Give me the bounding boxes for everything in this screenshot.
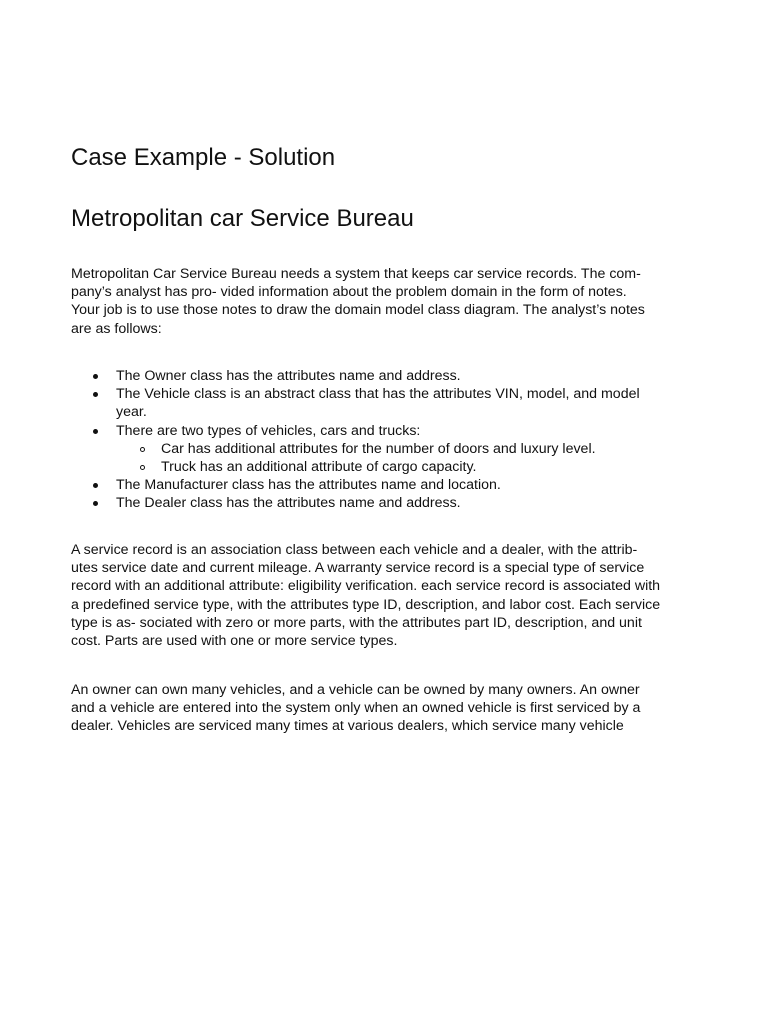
bullet-dot-icon — [93, 429, 98, 434]
list-item-text: The Dealer class has the attributes name and address. — [116, 495, 461, 512]
bullet-dot-icon — [93, 392, 98, 397]
paragraph-line: A service record is an association class between each vehicle and a dealer, with the attrib- — [71, 542, 638, 558]
hollow-bullet-icon — [140, 465, 145, 470]
sub-list-item — [71, 458, 697, 476]
page-subtitle: Metropolitan car Service Bureau — [71, 205, 414, 232]
bullet-dot-icon — [93, 501, 98, 506]
list-item — [71, 385, 697, 421]
sub-list-item-text: Truck has an additional attribute of cargo capacity. — [161, 459, 477, 476]
bullet-dot-icon — [93, 483, 98, 488]
paragraph-line: are as follows: — [71, 320, 162, 337]
paragraph-line: a predefined service type, with the attributes type ID, description, and labor cost. Each service — [71, 596, 661, 613]
page-title: Case Example - Solution — [71, 144, 336, 171]
sub-list-item — [71, 440, 697, 458]
list-item — [71, 422, 697, 440]
list-item — [71, 367, 697, 385]
list-item-text: The Vehicle class is an abstract class that has the attributes VIN, model, and model — [116, 386, 640, 403]
paragraph-line: type is as- sociated with zero or more parts, with the attributes part ID, description, and unit — [71, 614, 642, 631]
list-item — [71, 494, 697, 512]
list-item-text: The Manufacturer class has the attributes name and location. — [116, 477, 501, 494]
paragraph-line: record with an additional attribute: eligibility verification. each service record is associated with — [71, 578, 661, 595]
paragraph-line: and a vehicle are entered into the system only when an owned vehicle is first serviced by a — [71, 700, 641, 717]
paragraph-line: An owner can own many vehicles, and a vehicle can be owned by many owners. An owner — [71, 682, 640, 698]
paragraph-line: utes service date and current mileage. A warranty service record is a special type of service — [71, 560, 645, 577]
paragraph-line: cost. Parts are used with one or more service types. — [71, 633, 398, 650]
paragraph-line: dealer. Vehicles are serviced many times at various dealers, which service many vehicle — [71, 718, 624, 735]
list-item-text: There are two types of vehicles, cars and trucks: — [116, 422, 421, 439]
paragraph-line: Metropolitan Car Service Bureau needs a system that keeps car service records. The com- — [71, 266, 641, 282]
hollow-bullet-icon — [140, 447, 145, 452]
paragraph-line: pany’s analyst has pro- vided information about the problem domain in the form of notes. — [71, 284, 627, 301]
paragraph-line: Your job is to use those notes to draw the domain model class diagram. The analyst’s notes — [71, 302, 645, 319]
intro-paragraph — [71, 265, 697, 338]
owner-paragraph — [71, 681, 697, 736]
bullet-dot-icon — [93, 374, 98, 379]
list-item-text: The Owner class has the attributes name and address. — [116, 368, 461, 384]
list-item — [71, 476, 697, 494]
sub-list-item-text: Car has additional attributes for the number of doors and luxury level. — [161, 440, 596, 457]
list-item-text: year. — [116, 404, 147, 421]
service-record-paragraph — [71, 541, 697, 650]
notes-list — [71, 367, 697, 513]
